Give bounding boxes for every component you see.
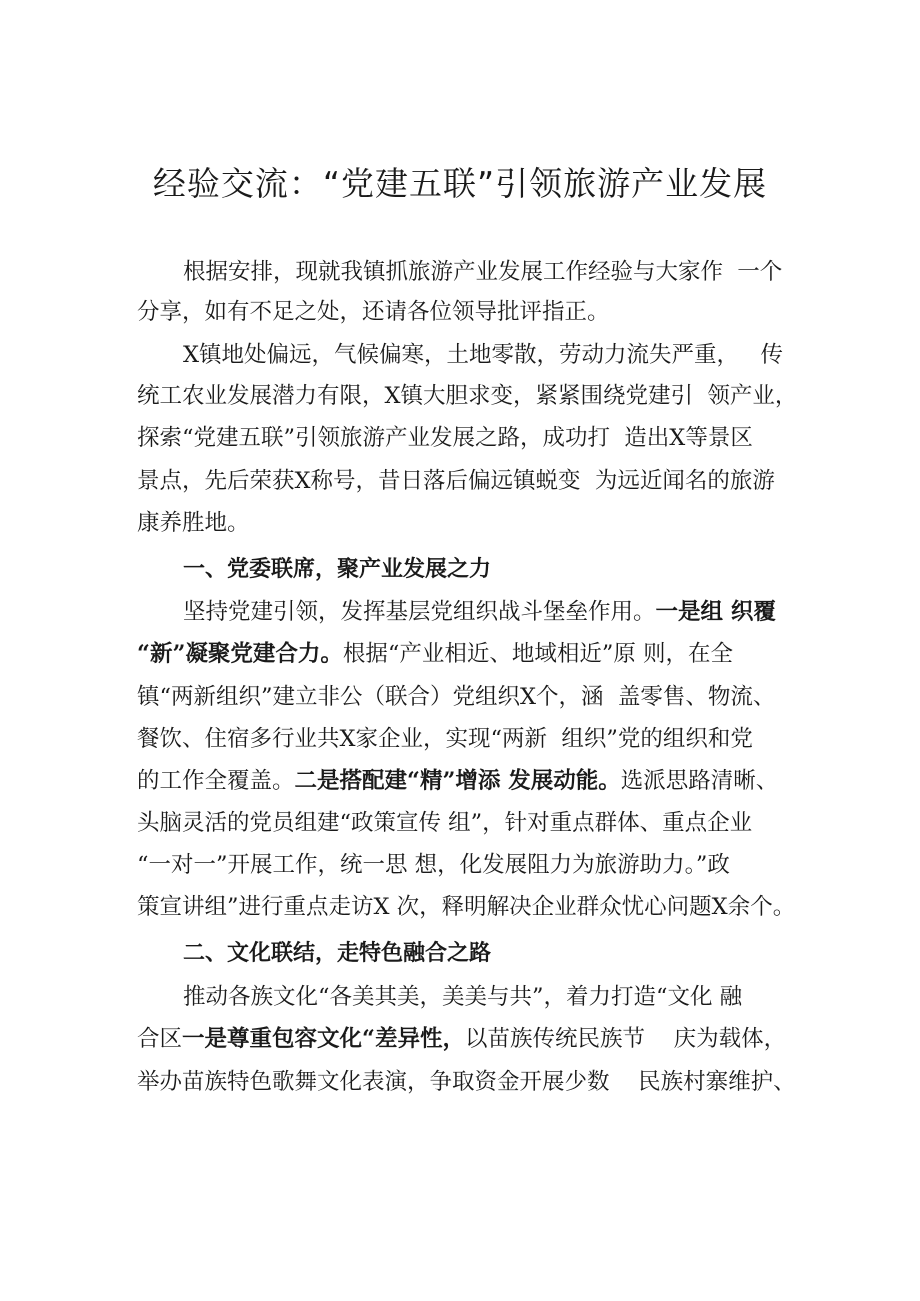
paragraph-line <box>183 598 776 626</box>
text-run: 的工作全覆盖。 <box>137 768 295 794</box>
paragraph-line: 镇“两新组织”建立非公（联合）党组织X个，涵 盖零售、物流、 <box>137 684 776 710</box>
text-run: 根据“产业相近、地域相近”原 则，在全 <box>342 641 734 667</box>
paragraph-line: “一对一”开展工作，统一思 想，化发展阻力为旅游助力。”政 <box>137 852 730 878</box>
paragraph-line: 举办苗族特色歌舞文化表演，争取资金开展少数 民族村寨维护、 <box>137 1069 796 1095</box>
page-title: 经验交流：“党建五联”引领旅游产业发展 <box>152 164 768 203</box>
text-run: 以苗族传统民族节 庆为载体， <box>464 1026 787 1052</box>
paragraph-line <box>137 640 733 668</box>
bold-run: 一是尊重包容文化“差异性， <box>182 1026 465 1052</box>
bold-run: “新”凝聚党建合力。 <box>137 641 343 667</box>
paragraph-line: 景点，先后荣获X称号，昔日落后偏远镇蜕变 为远近闻名的旅游 <box>137 468 775 494</box>
paragraph-line: X镇地处偏远，气候偏寒，土地零散，劳动力流失严重， 传 <box>183 342 783 368</box>
bold-run: 二是搭配建“精”增添 发展动能。 <box>294 768 621 794</box>
paragraph-line: 探索“党建五联”引领旅游产业发展之路，成功打 造出X等景区 <box>137 425 753 451</box>
paragraph-line: 推动各族文化“各美其美，美美与共”，着力打造“文化 融 <box>183 984 743 1010</box>
bold-run: 一是组 织覆 <box>655 599 776 625</box>
paragraph-line: 策宣讲组”进行重点走访X 次，释明解决企业群众忧心问题X余个。 <box>137 894 796 920</box>
text-run: 坚持党建引领，发挥基层党组织战斗堡垒作用。 <box>183 599 656 625</box>
paragraph-line: 头脑灵活的党员组建“政策宣传 组”，针对重点群体、重点企业 <box>137 810 753 836</box>
section-heading: 二、文化联结，走特色融合之路 <box>183 941 492 966</box>
section-heading: 一、党委联席，聚产业发展之力 <box>183 557 492 582</box>
paragraph-line <box>137 1025 786 1053</box>
text-run: 合区 <box>137 1026 183 1052</box>
paragraph-line: 根据安排，现就我镇抓旅游产业发展工作经验与大家作 一个 <box>183 259 783 285</box>
paragraph-line: 统工农业发展潜力有限，X镇大胆求变，紧紧围绕党建引 领产业， <box>137 383 798 409</box>
paragraph-line: 餐饮、住宿多行业共X家企业，实现“两新 组织”党的组织和党 <box>137 726 753 752</box>
paragraph-line: 分享，如有不足之处，还请各位领导批评指正。 <box>137 299 610 325</box>
text-run: 选派思路清晰、 <box>620 768 779 794</box>
paragraph-line <box>137 767 778 795</box>
paragraph-line: 康养胜地。 <box>137 510 250 536</box>
